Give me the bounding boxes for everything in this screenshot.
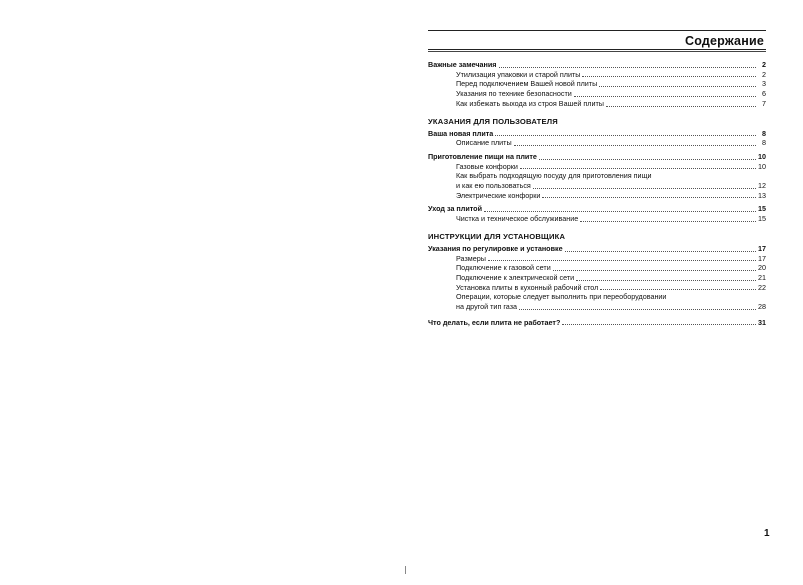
toc-entry: Подключение к электрической сети 21 [456, 272, 766, 282]
toc-entry: на другой тип газа 28 [456, 302, 766, 312]
toc-entry: Описание плиты 8 [456, 138, 766, 148]
toc-entry-care: Уход за плитой 15 [428, 204, 766, 214]
toc-entry-your-new-cooker: Ваша новая плита 8 [428, 128, 766, 138]
toc-entry: Установка плиты в кухонный рабочий стол 22 [456, 282, 766, 292]
toc-entry-cooking: Приготовление пищи на плите 10 [428, 151, 766, 161]
table-of-contents [428, 28, 766, 327]
toc-entry-adjustment-installation: Указания по регулировке и установке 17 [428, 243, 766, 253]
title-rule-bottom [428, 49, 766, 50]
toc-entry-troubleshooting: Что делать, если плита не работает? 31 [428, 317, 766, 327]
toc-entry: Газовые конфорки 10 [456, 161, 766, 171]
toc-entry-important-notes: Важные замечания 2 [428, 60, 766, 69]
toc-entry-multiline: Как выбрать подходящую посуду для приготовления пищи [456, 171, 652, 181]
toc-entry: и как ею пользоваться 12 [456, 181, 766, 191]
toc-entry: Перед подключением Вашей новой плиты 3 [456, 79, 766, 89]
page-number: 1 [764, 528, 770, 539]
toc-entry: Размеры 17 [456, 253, 766, 263]
section-heading-user: УКАЗАНИЯ ДЛЯ ПОЛЬЗОВАТЕЛЯ [428, 116, 558, 126]
toc-title: Содержание [684, 34, 764, 48]
toc-entry: Указания по технике безопасности 6 [456, 89, 766, 99]
section-heading-installer: ИНСТРУКЦИИ ДЛЯ УСТАНОВЩИКА [428, 231, 566, 241]
toc-entry: Утилизация упаковки и старой плиты 2 [456, 69, 766, 79]
toc-entry: Электрические конфорки 13 [456, 190, 766, 200]
fold-mark [405, 566, 406, 574]
toc-entry: Подключение к газовой сети 20 [456, 263, 766, 273]
toc-entry: Как избежать выхода из строя Вашей плиты 7 [456, 98, 766, 108]
toc-entry: Чистка и техническое обслуживание 15 [456, 214, 766, 224]
toc-entry-multiline: Операции, которые следует выполнить при переоборудовании [456, 292, 667, 302]
